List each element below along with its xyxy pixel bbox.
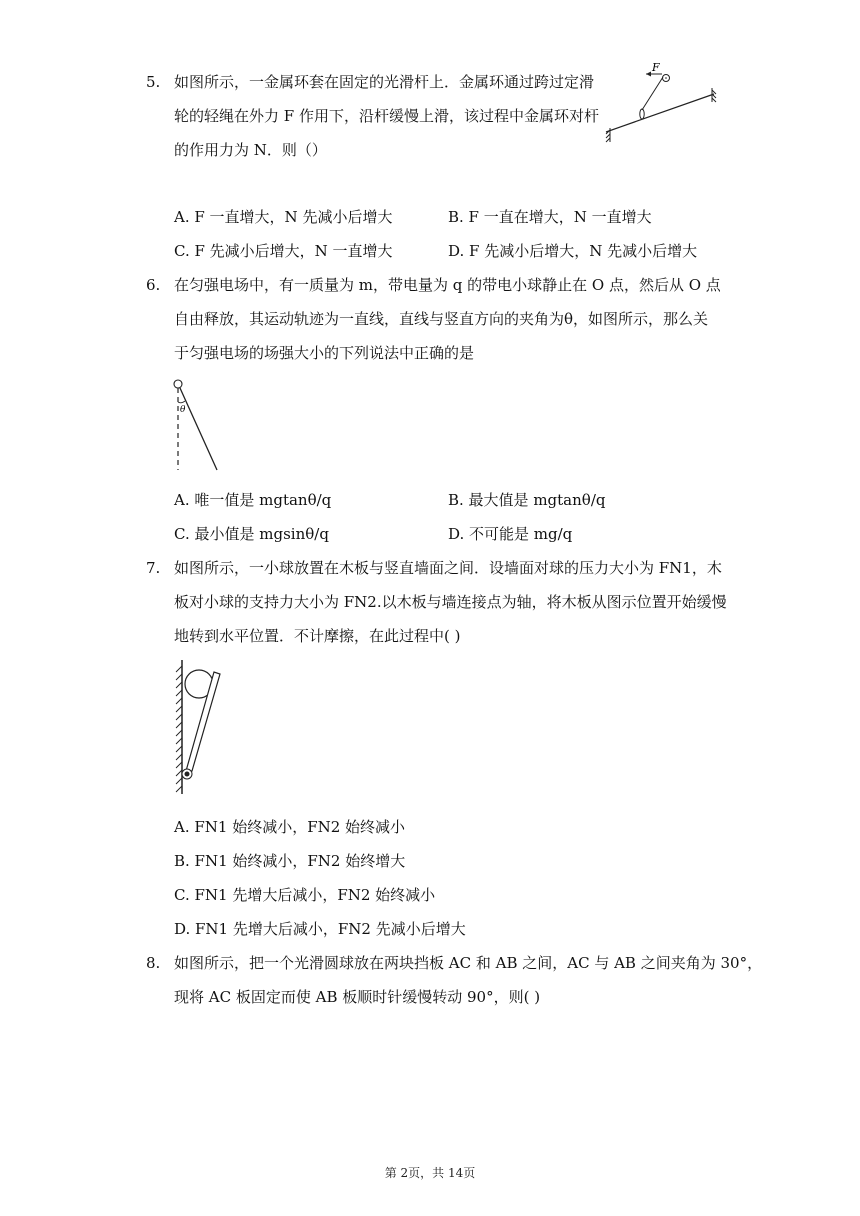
q8-line-1: 如图所示，把一个光滑圆球放在两块挡板 AC 和 AB 之间，AC 与 AB 之间夹角为 30°， xyxy=(174,954,763,972)
q5-option-c: C. F 先减小后增大，N 一直增大 xyxy=(174,242,393,260)
q6-line-3: 于匀强电场的场强大小的下列说法中正确的是 xyxy=(174,344,475,362)
q6-option-a: A. 唯一值是 mgtanθ/q xyxy=(174,491,332,509)
q7-figure xyxy=(172,660,227,795)
q6-line-1: 在匀强电场中，有一质量为 m，带电量为 q 的带电小球静止在 O 点，然后从 O 点 xyxy=(174,276,721,294)
q5-figure xyxy=(606,62,716,142)
q6-number: 6. xyxy=(146,276,161,294)
q5-number: 5. xyxy=(146,73,161,91)
q7-option-d: D. FN1 先增大后减小，FN2 先减小后增大 xyxy=(174,920,466,938)
q7-number: 7. xyxy=(146,559,161,577)
q8-number: 8. xyxy=(146,954,161,972)
page-footer: 第 2页，共 14页 xyxy=(384,1166,476,1180)
q6-option-d: D. 不可能是 mg/q xyxy=(448,525,573,543)
q7-option-c: C. FN1 先增大后减小，FN2 始终减小 xyxy=(174,886,436,904)
q5-line-3: 的作用力为 N．则（） xyxy=(174,141,327,159)
q8-line-2: 现将 AC 板固定而使 AB 板顺时针缓慢转动 90°，则( ) xyxy=(174,988,541,1006)
q6-option-c: C. 最小值是 mgsinθ/q xyxy=(174,525,329,543)
q7-option-b: B. FN1 始终减小，FN2 始终增大 xyxy=(174,852,406,870)
q6-line-2: 自由释放，其运动轨迹为一直线，直线与竖直方向的夹角为θ，如图所示，那么关 xyxy=(174,310,709,328)
q7-option-a: A. FN1 始终减小，FN2 始终减小 xyxy=(174,818,406,836)
q5-line-2: 轮的轻绳在外力 F 作用下，沿杆缓慢上滑，该过程中金属环对杆 xyxy=(174,107,599,125)
q5-option-d: D. F 先减小后增大，N 先减小后增大 xyxy=(448,242,698,260)
q5-line-1: 如图所示，一金属环套在固定的光滑杆上．金属环通过跨过定滑 xyxy=(174,73,595,91)
q5-option-b: B. F 一直在增大，N 一直增大 xyxy=(448,208,652,226)
q7-line-1: 如图所示，一小球放置在木板与竖直墙面之间．设墙面对球的压力大小为 FN1，木 xyxy=(174,559,722,577)
q6-option-b: B. 最大值是 mgtanθ/q xyxy=(448,491,606,509)
q7-line-2: 板对小球的支持力大小为 FN2.以木板与墙连接点为轴，将木板从图示位置开始缓慢 xyxy=(174,593,727,611)
q6-figure xyxy=(172,378,222,473)
q5-figure-label: F xyxy=(652,61,660,74)
q7-line-3: 地转到水平位置．不计摩擦，在此过程中( ) xyxy=(174,627,461,645)
q6-figure-label: θ xyxy=(180,405,186,415)
q5-option-a: A. F 一直增大，N 先减小后增大 xyxy=(174,208,393,226)
